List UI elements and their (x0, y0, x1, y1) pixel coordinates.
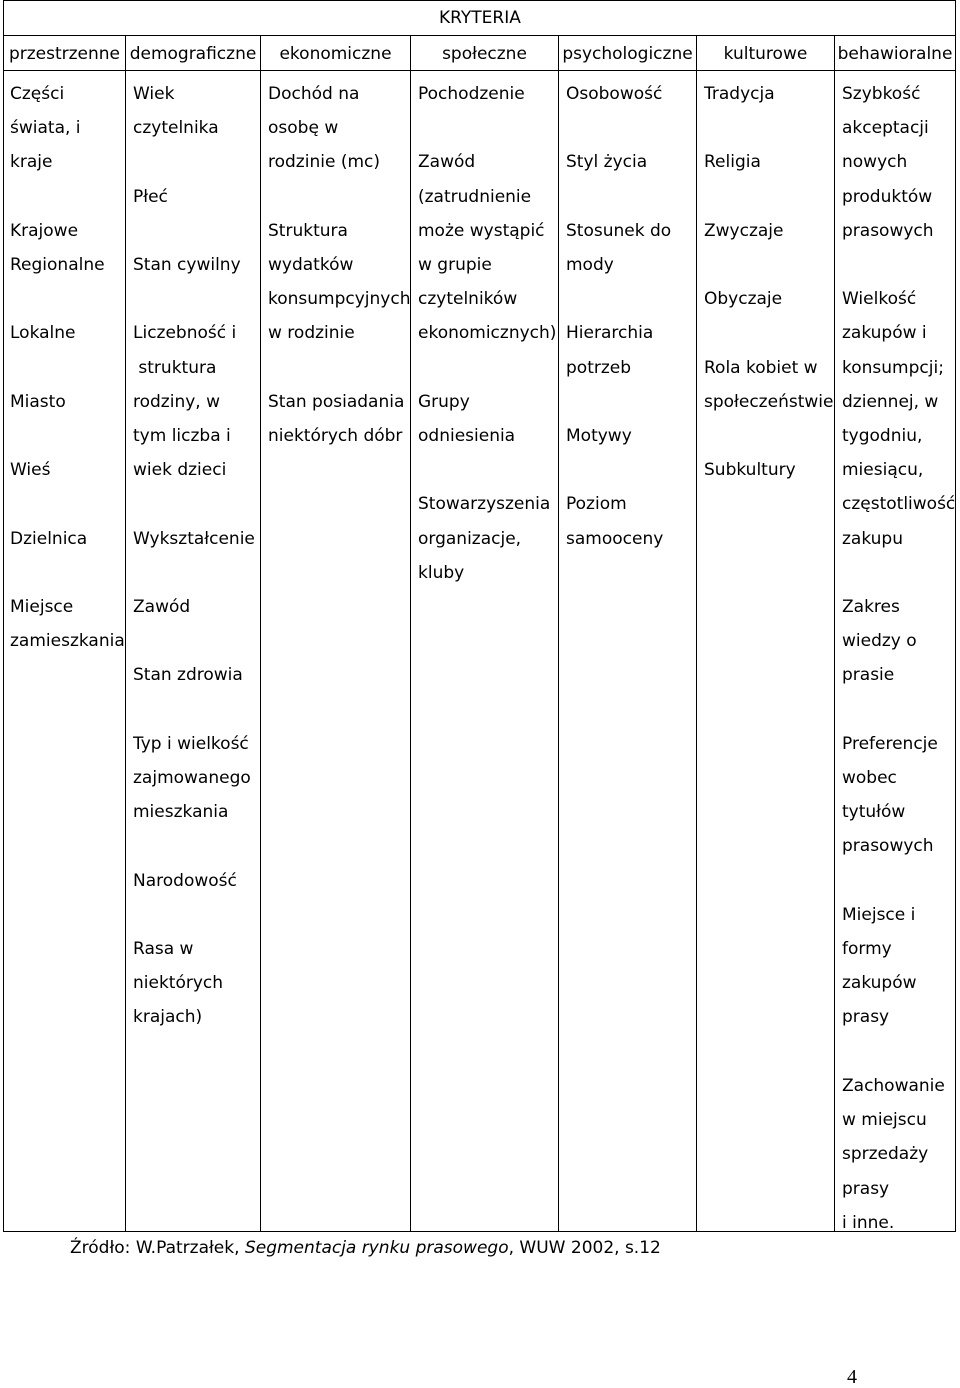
criteria-table (3, 0, 956, 1232)
page-number: 4 (847, 1366, 857, 1388)
header-behawioralne: behawioralne (837, 44, 953, 64)
column-behawioralne: Szybkość akceptacji nowych produktów prasowych Wielkość zakupów i konsumpcji; dziennej, w tygodniu, miesiącu, częstotliwość zakupu Zakres wiedzy o prasie Preferencje wobec tytułów prasowych Miejsce i formy zakupów prasy Zachowanie w miejscu sprzedaży prasy i inne. (842, 84, 956, 1233)
table-title: KRYTERIA (439, 8, 521, 28)
column-divider (834, 36, 835, 1231)
column-psychologiczne: Osobowość Styl życia Stosunek do mody Hierarchia potrzeb Motywy Poziom samooceny (566, 84, 672, 549)
column-divider (558, 36, 559, 1231)
column-divider (260, 36, 261, 1231)
column-divider (125, 36, 126, 1231)
table-title-row (4, 1, 955, 36)
header-psychologiczne: psychologiczne (562, 44, 693, 64)
table-header-row (4, 36, 955, 71)
source-title: Segmentacja rynku prasowego (244, 1238, 509, 1258)
header-kulturowe: kulturowe (723, 44, 808, 64)
header-przestrzenne: przestrzenne (8, 44, 121, 64)
header-demograficzne: demograficzne (129, 44, 257, 64)
column-spoleczne: Pochodzenie Zawód (zatrudnienie może wystąpić w grupie czytelników ekonomicznych) Grupy odniesienia Stowarzyszenia organizacje, kluby (418, 84, 557, 583)
source-citation (70, 1237, 661, 1259)
column-ekonomiczne: Dochód na osobę w rodzinie (mc) Struktura wydatków konsumpcyjnych w rodzinie Stan posiadania niektórych dóbr (268, 84, 411, 447)
source-prefix: Źródło: W.Patrzałek, (70, 1238, 245, 1258)
header-ekonomiczne: ekonomiczne (279, 44, 392, 64)
column-divider (696, 36, 697, 1231)
column-demograficzne: Wiek czytelnika Płeć Stan cywilny Liczebność i struktura rodziny, w tym liczba i wiek dzieci Wykształcenie Zawód Stan zdrowia Typ i wielkość zajmowanego mieszkania Narodowość Rasa w niektórych krajach) (133, 84, 255, 1028)
column-kulturowe: Tradycja Religia Zwyczaje Obyczaje Rola kobiet w społeczeństwie Subkultury (704, 84, 834, 481)
column-przestrzenne: Części świata, i kraje Krajowe Regionalne Lokalne Miasto Wieś Dzielnica Miejsce zamieszkania (10, 84, 125, 652)
source-suffix: , WUW 2002, s.12 (508, 1238, 661, 1258)
header-spoleczne: społeczne (442, 44, 527, 64)
